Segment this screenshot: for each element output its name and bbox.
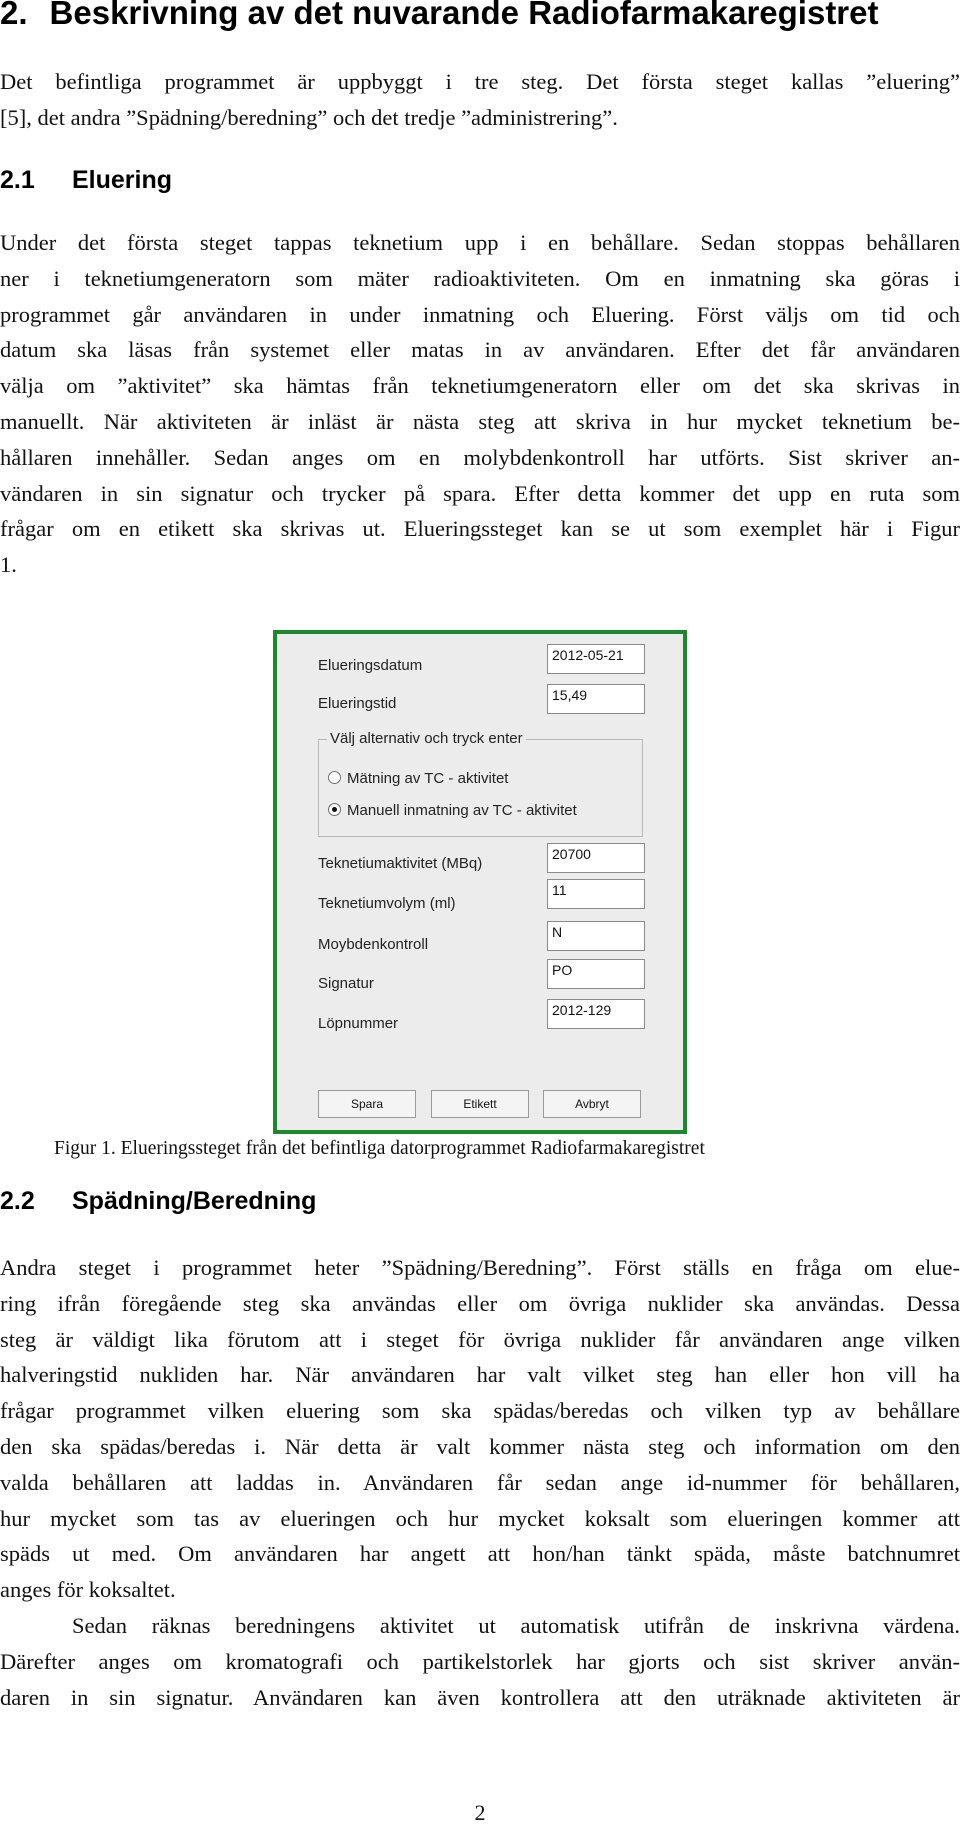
radio-manuell-label: Manuell inmatning av TC - aktivitet [347,802,577,819]
alternative-groupbox [318,730,643,837]
section-title: Beskrivning av det nuvarande Radiofarmakaregistret [49,0,879,31]
signatur-input[interactable]: PO [547,959,645,989]
text-line: välja om ”aktivitet” ska hämtas från teknetiumgeneratorn eller om det ska skrivas in [0,373,960,399]
radio-matning-label: Mätning av TC - aktivitet [347,770,509,787]
text-line: Under det första steget tappas teknetium upp i en behållare. Sedan stoppas behållaren [0,230,960,255]
eluering-paragraph [0,225,960,583]
text-line: frågar programmet vilken eluering som ska spädas/beredas och vilken typ av behållare [0,1398,960,1424]
text-line: frågar om en etikett ska skrivas ut. Elueringssteget kan se ut som exemplet här i Figur [0,516,960,542]
moybdenkontroll-input[interactable]: N [547,921,645,951]
text-line: halveringstid nukliden har. När användaren har valt vilket steg han eller hon vill ha [0,1362,960,1388]
text-line: daren in sin signatur. Användaren kan även kontrollera att den uträknade aktiviteten är [0,1684,960,1710]
teknetiumaktivitet-input[interactable]: 20700 [547,843,645,873]
eluering-form-window [277,634,683,1130]
text-line: ring ifrån föregående steg ska användas eller om övriga nuklider ska användas. Dessa [0,1290,960,1316]
figure-caption: Figur 1. Elueringssteget från det befintliga datorprogrammet Radiofarmakaregistret [54,1138,705,1159]
text-line: [5], det andra ”Spädning/beredning” och det tredje ”administrering”. [0,104,618,130]
teknetiumvolym-input[interactable]: 11 [547,879,645,909]
text-line: 1. [0,552,17,578]
lopnummer-input[interactable]: 2012-129 [547,999,645,1029]
text-line: vändaren in sin signatur och trycker på spara. Efter detta kommer det upp en ruta som [0,480,960,506]
section-number: 2. [0,0,28,31]
lopnummer-label: Löpnummer [318,1015,399,1032]
text-line: ner i teknetiumgeneratorn som mäter radioaktiviteten. Om en inmatning ska göras i [0,265,960,291]
text-line: hållaren innehåller. Sedan anges om en molybdenkontroll har utförts. Sist skriver an- [0,444,960,470]
radio-selected-icon [328,803,341,816]
radio-manuell[interactable] [328,802,577,819]
text-line: Därefter anges om kromatografi och partikelstorlek har gjorts och sist skriver använ- [0,1648,960,1674]
elueringstid-label: Elueringstid [318,695,397,712]
radio-unselected-icon [328,771,341,784]
text-line: Andra steget i programmet heter ”Spädning/Beredning”. Först ställs en fråga om elue- [0,1255,960,1280]
avbryt-button[interactable]: Avbryt [543,1090,641,1118]
signatur-label: Signatur [318,975,374,992]
groupbox-title: Välj alternativ och tryck enter [327,730,526,747]
subsection-title: Eluering [72,166,173,194]
elueringsdatum-input[interactable]: 2012-05-21 [547,644,645,674]
elueringsdatum-label: Elueringsdatum [318,657,423,674]
text-line: späds ut med. Om användaren har angett att hon/han tänkt späda, måste batchnumret [0,1541,960,1567]
elueringstid-input[interactable]: 15,49 [547,684,645,714]
text-line: den ska spädas/beredas i. När detta är valt kommer nästa steg och information om den [0,1433,960,1459]
section-heading [0,0,960,32]
spadning-paragraph [0,1250,960,1715]
text-line: steg är väldigt lika förutom att i steget för övriga nuklider får användaren ange vilken [0,1326,960,1352]
text-line: Sedan räknas beredningens aktivitet ut automatisk utifrån de inskrivna värdena. [72,1612,960,1638]
text-line: datum ska läsas från systemet eller matas in av användaren. Efter det får användaren [0,337,960,363]
page-number: 2 [474,1800,486,1825]
teknetiumvolym-label: Teknetiumvolym (ml) [318,895,456,912]
subsection-title: Spädning/Beredning [72,1187,317,1215]
subsection-number: 2.1 [0,166,35,194]
text-line: valda behållaren att laddas in. Användaren får sedan ange id-nummer för behållaren, [0,1469,960,1495]
subsection-number: 2.2 [0,1187,35,1215]
moybdenkontroll-label: Moybdenkontroll [318,936,429,953]
text-line: Det befintliga programmet är uppbyggt i tre steg. Det första steget kallas ”eluering” [0,69,960,94]
radio-matning[interactable] [328,770,508,787]
text-line: programmet går användaren in under inmatning och Eluering. Först väljs om tid och [0,301,960,327]
subsection-heading-eluering [0,166,960,195]
text-line: anges för koksaltet. [0,1577,176,1603]
intro-paragraph [0,64,960,136]
text-line: manuellt. När aktiviteten är inläst är nästa steg att skriva in hur mycket teknetium be- [0,408,960,434]
eluering-form-screenshot [273,630,687,1134]
etikett-button[interactable]: Etikett [431,1090,529,1118]
teknetiumaktivitet-label: Teknetiumaktivitet (MBq) [318,855,483,872]
spara-button[interactable]: Spara [318,1090,416,1118]
text-line: hur mycket som tas av elueringen och hur mycket koksalt som elueringen kommer att [0,1505,960,1531]
subsection-heading-spadning [0,1187,960,1216]
